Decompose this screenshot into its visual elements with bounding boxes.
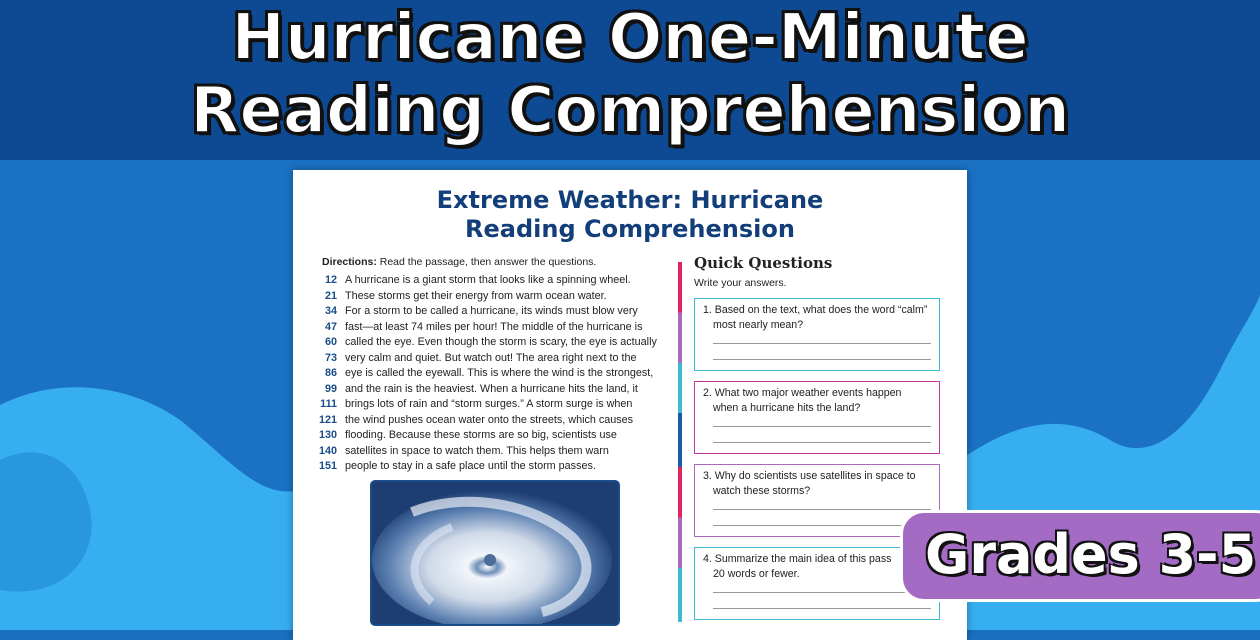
passage-line	[313, 351, 673, 367]
passage-line	[313, 335, 673, 351]
question-text-cont: most nearly mean?	[713, 319, 804, 331]
passage-line	[313, 320, 673, 336]
quick-questions-subtitle: Write your answers.	[694, 277, 787, 289]
word-count: 151	[318, 460, 337, 472]
question-text-cont: when a hurricane hits the land?	[713, 402, 861, 414]
reading-passage	[313, 273, 673, 475]
passage-line	[313, 459, 673, 475]
word-count: 73	[324, 351, 337, 364]
passage-text: A hurricane is a giant storm that looks like a spinning wheel.	[345, 274, 631, 286]
banner-title	[0, 2, 1260, 148]
hurricane-satellite-image	[370, 480, 620, 626]
question-text: 3. Why do scientists use satellites in space to	[703, 470, 916, 482]
answer-line	[713, 343, 931, 344]
passage-line	[313, 397, 673, 413]
passage-line	[313, 366, 673, 382]
passage-text: people to stay in a safe place until the storm passes.	[345, 460, 596, 472]
word-count: 21	[324, 289, 337, 302]
question-text: 1. Based on the text, what does the word “calm”	[703, 304, 928, 316]
question-text-cont: watch these storms?	[713, 485, 811, 497]
passage-text: For a storm to be called a hurricane, its winds must blow very	[345, 305, 638, 317]
word-count: 121	[318, 413, 337, 426]
passage-text: called the eye. Even though the storm is scary, the eye is actually	[345, 336, 657, 348]
word-count: 99	[324, 382, 337, 395]
passage-line	[313, 428, 673, 444]
grades-badge	[900, 510, 1260, 602]
word-count: 60	[324, 336, 337, 348]
word-count: 111	[320, 398, 337, 410]
answer-line	[713, 509, 931, 510]
word-count: 34	[324, 305, 337, 317]
word-count: 130	[318, 429, 337, 441]
passage-text: the wind pushes ocean water onto the streets, which causes	[345, 413, 634, 426]
word-count: 12	[324, 274, 337, 286]
quick-questions-title: Quick Questions	[694, 254, 833, 272]
passage-line	[313, 289, 673, 305]
worksheet-preview	[293, 170, 967, 640]
answer-line	[713, 525, 931, 526]
answer-line	[713, 608, 931, 609]
passage-line	[313, 413, 673, 429]
question-box	[694, 298, 940, 371]
word-count: 140	[318, 444, 337, 457]
question-text: 4. Summarize the main idea of this pass	[703, 553, 892, 565]
question-box	[694, 381, 940, 454]
answer-line	[713, 426, 931, 427]
grades-label: Grades 3-5	[925, 523, 1257, 586]
question-text-cont: 20 words or fewer.	[713, 568, 800, 580]
passage-line	[313, 273, 673, 289]
answer-line	[713, 592, 931, 593]
passage-text: eye is called the eyewall. This is where the wind is the strongest,	[345, 367, 654, 379]
answer-line	[713, 442, 931, 443]
banner-title-line1: Hurricane One-Minute	[231, 1, 1029, 75]
answer-line	[713, 359, 931, 360]
word-count: 47	[324, 320, 337, 333]
passage-line	[313, 382, 673, 398]
passage-text: brings lots of rain and “storm surges.” A storm surge is when	[345, 398, 633, 410]
color-divider	[678, 262, 682, 622]
passage-text: satellites in space to watch them. This helps them warn	[345, 444, 609, 457]
word-count: 86	[324, 367, 337, 379]
header-banner	[0, 0, 1260, 160]
passage-text: fast—at least 74 miles per hour! The middle of the hurricane is	[345, 320, 643, 333]
passage-text: very calm and quiet. But watch out! The area right next to the	[345, 351, 637, 364]
question-text: 2. What two major weather events happen	[703, 387, 902, 399]
passage-line	[313, 444, 673, 460]
banner-title-line2: Reading Comprehension	[190, 74, 1070, 148]
passage-text: These storms get their energy from warm ocean water.	[345, 289, 607, 302]
passage-text: and the rain is the heaviest. When a hurricane hits the land, it	[345, 382, 638, 395]
passage-text: flooding. Because these storms are so big, scientists use	[345, 429, 617, 441]
passage-line	[313, 304, 673, 320]
directions: Directions: Read the passage, then answer the questions.	[322, 256, 597, 268]
worksheet-title: Extreme Weather: Hurricane Reading Comprehension	[436, 186, 824, 243]
